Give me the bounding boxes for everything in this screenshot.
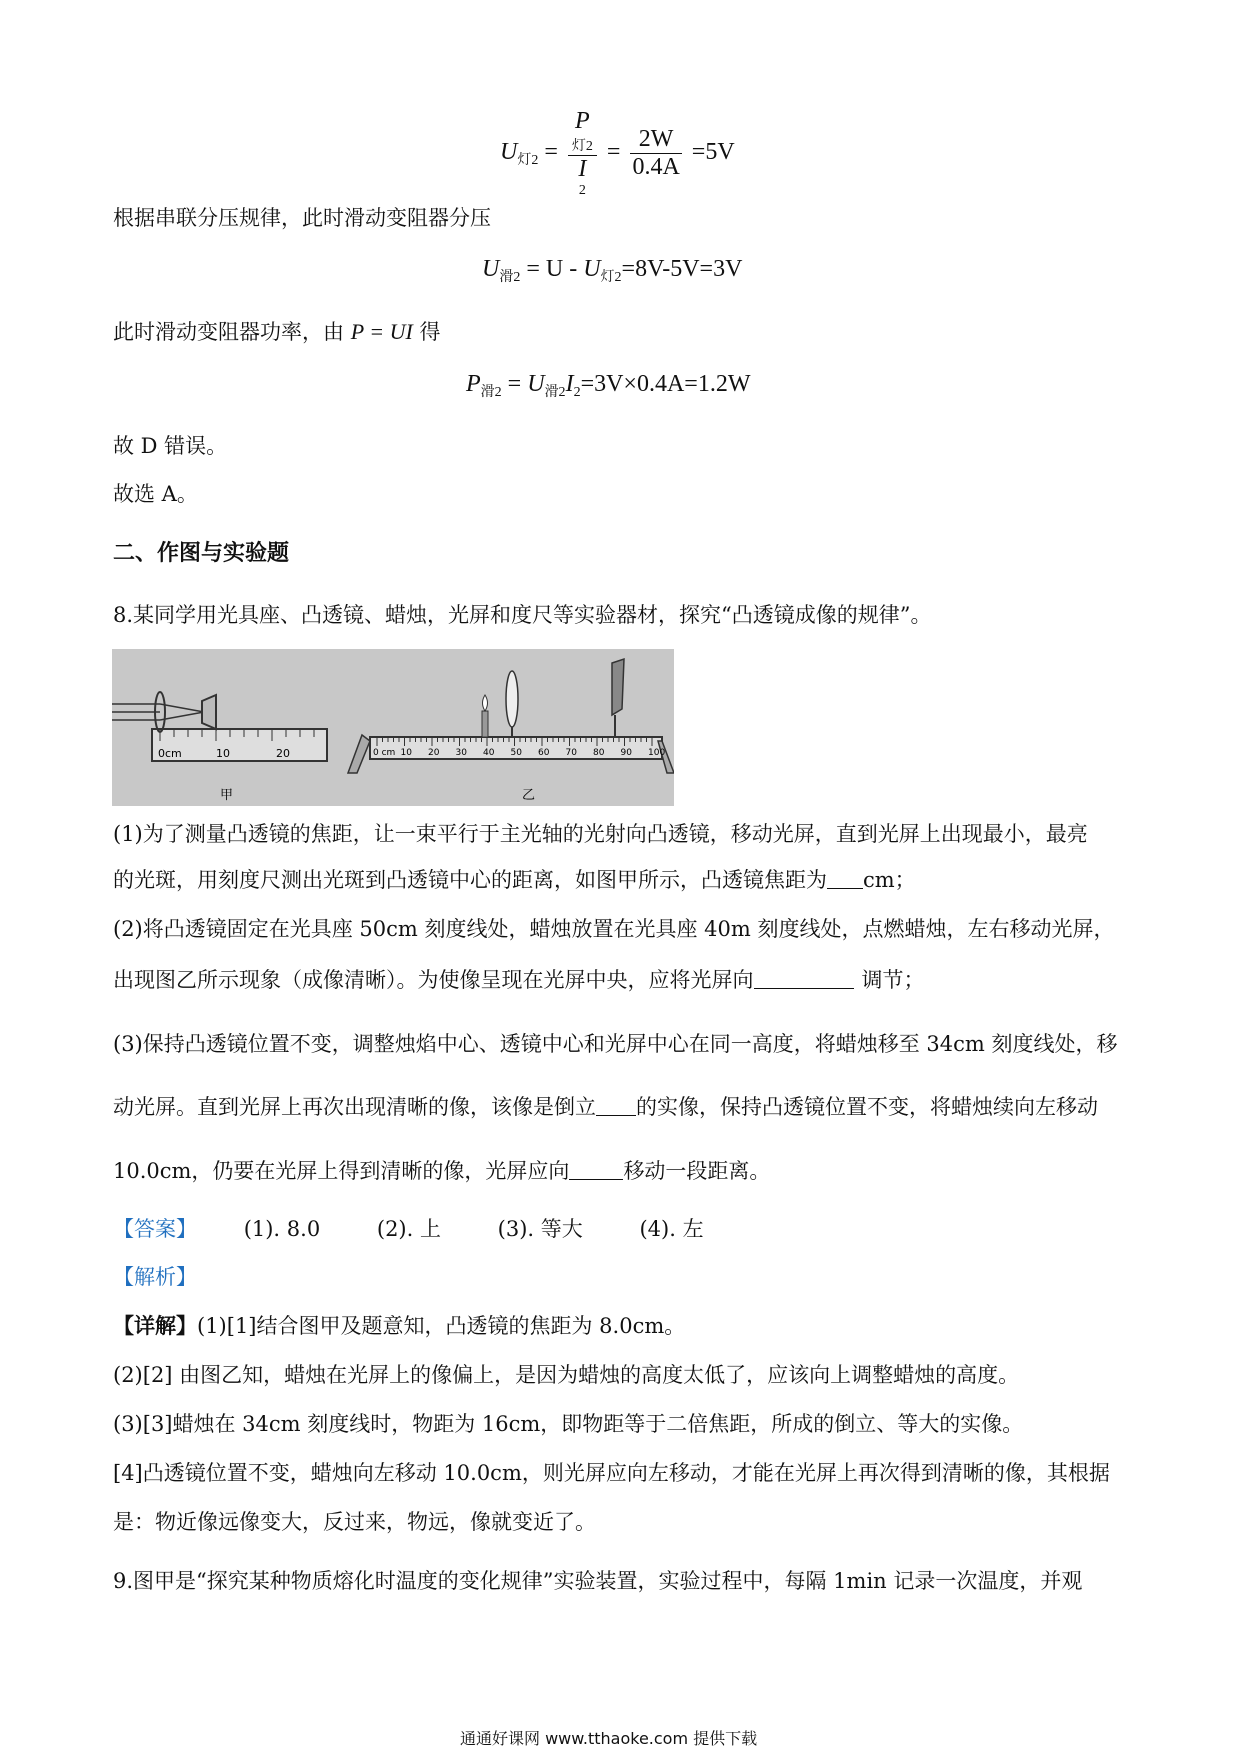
text: 调节； [861, 968, 925, 992]
question-8-part2-b [113, 966, 925, 994]
formula-rheostat-voltage [482, 256, 742, 286]
question-8-part1-a: (1)为了测量凸透镜的焦距，让一束平行于主光轴的光射向凸透镜，移动光屏，直到光屏上出现最小，最亮 [113, 822, 1088, 846]
analysis-detail-4: [4]凸透镜位置不变，蜡烛向左移动 10.0cm，则光屏应向左移动，才能在光屏上再次得到清晰的像，其根据 [113, 1461, 1110, 1485]
denominator: 0.4A [632, 154, 680, 180]
text: 动光屏。直到光屏上再次出现清晰的像，该像是倒立 [113, 1095, 596, 1119]
question-8-part3-b [113, 1093, 1098, 1121]
experiment-figure [112, 649, 674, 806]
figure-drawing [112, 649, 674, 806]
subscript: 2 [578, 183, 586, 198]
text: 得 [419, 320, 441, 344]
text: 移动一段距离。 [623, 1159, 771, 1183]
text: 的实像，保持凸透镜位置不变，将蜡烛续向左移动 [636, 1095, 1098, 1119]
text-line-2 [113, 318, 440, 346]
bench-label: 20 [428, 748, 440, 758]
answer-item-4: (4). 左 [639, 1217, 704, 1241]
bench-label: 10 [400, 748, 412, 758]
ruler-a-label-10: 10 [216, 747, 230, 760]
candle-flame [483, 695, 488, 711]
light-screen-b [612, 659, 624, 715]
bench-label: 40 [483, 748, 495, 758]
answer-blank-2[interactable] [754, 970, 854, 989]
candle [482, 711, 488, 737]
subscript: 2 [573, 385, 581, 400]
equals-sign: = [606, 139, 621, 166]
answer-item-3: (3). 等大 [497, 1217, 583, 1241]
subscript: 灯2 [517, 153, 539, 169]
fraction-values [630, 126, 681, 181]
ruler-a-label-20: 20 [276, 747, 290, 760]
figure-a [112, 692, 327, 803]
figure-label-a: 甲 [220, 788, 234, 803]
question-8-part2-a: (2)将凸透镜固定在光具座 50cm 刻度线处，蜡烛放置在光具座 40m 刻度线处，点燃蜡烛，左右移动光屏， [113, 917, 1115, 941]
answer-blank-1[interactable] [827, 870, 863, 889]
equals-sign: = [544, 139, 558, 166]
analysis-detail-5: 是：物近像远像变大，反过来，物远，像就变近了。 [113, 1510, 596, 1534]
section-title: 二、作图与实验题 [113, 541, 290, 566]
bench-label: 60 [538, 748, 550, 758]
subscript: 灯2 [600, 270, 622, 285]
subscript: 滑2 [480, 385, 502, 400]
question-8-part3-c [113, 1157, 770, 1185]
answer-blank-3[interactable] [596, 1097, 636, 1116]
result: =5V [691, 139, 735, 166]
figure-label-b: 乙 [522, 788, 536, 803]
equals-sign: = [507, 371, 522, 397]
question-9-stem: 9.图甲是“探究某种物质熔化时温度的变化规律”实验装置，实验过程中，每隔 1min 记录一次温度，并观 [113, 1569, 1083, 1593]
analysis-detail-2: (2)[2] 由图乙知，蜡烛在光屏上的像偏上，是因为蜡烛的高度太低了，应该向上调整蜡烛的高度。 [113, 1363, 1020, 1387]
page-footer: 通通好课网 www.tthaoke.com 提供下载 [460, 1729, 758, 1748]
result: =3V×0.4A=1.2W [580, 371, 751, 397]
figure-b [348, 659, 674, 803]
bench-leg-left [348, 735, 370, 773]
symbol-u: U [527, 371, 545, 397]
bench-label: 0 cm [373, 748, 396, 758]
bench-label: 70 [565, 748, 577, 758]
question-8-part1-b [113, 866, 916, 894]
formula-lamp2-voltage [500, 108, 735, 199]
text: cm； [863, 868, 916, 892]
question-8-stem: 8.某同学用光具座、凸透镜、蜡烛，光屏和度尺等实验器材，探究“凸透镜成像的规律”。 [113, 603, 932, 627]
result: =8V-5V=3V [621, 256, 743, 282]
text-line-3: 故 D 错误。 [113, 434, 228, 458]
bench-label: 80 [593, 748, 605, 758]
inline-formula: P = UI [350, 319, 413, 344]
question-8-part3-a: (3)保持凸透镜位置不变，调整烛焰中心、透镜中心和光屏中心在同一高度，将蜡烛移至 34cm 刻度线处，移 [113, 1032, 1118, 1056]
operator: = U - [526, 256, 578, 282]
text: 此时滑动变阻器功率，由 [113, 320, 344, 344]
numerator: 2W [630, 126, 681, 154]
convex-lens-b [506, 671, 518, 727]
text: 出现图乙所示现象（成像清晰）。为使像呈现在光屏中央，应将光屏向 [113, 968, 754, 992]
bench-label: 100 [648, 748, 666, 758]
bench-label: 90 [620, 748, 632, 758]
bench-label: 50 [510, 748, 522, 758]
analysis-detail-3: (3)[3]蜡烛在 34cm 刻度线时，物距为 16cm，即物距等于二倍焦距，所成的倒立、等大的实像。 [113, 1412, 1024, 1436]
subscript: 滑2 [544, 385, 566, 400]
answer-row [113, 1215, 704, 1243]
symbol-p: P [466, 371, 481, 397]
analysis-label: 【解析】 [113, 1265, 197, 1289]
fraction-power-over-current [568, 108, 597, 199]
symbol-p: P [575, 108, 590, 134]
text-line-4: 故选 A。 [113, 482, 198, 506]
text: (1)[1]结合图甲及题意知，凸透镜的焦距为 8.0cm。 [197, 1314, 686, 1338]
symbol-i: I [578, 156, 587, 182]
ruler-a-label-0: 0cm [158, 747, 182, 760]
subscript: 灯2 [571, 139, 593, 154]
text-line-1: 根据串联分压规律，此时滑动变阻器分压 [113, 206, 491, 230]
answer-item-2: (2). 上 [376, 1217, 441, 1241]
answer-item-1: (1). 8.0 [243, 1217, 321, 1241]
bench-label: 30 [455, 748, 467, 758]
light-rays [112, 704, 204, 720]
detail-label: 【详解】 [113, 1313, 197, 1338]
text: 10.0cm，仍要在光屏上得到清晰的像，光屏应向 [113, 1159, 570, 1183]
symbol-u: U [500, 139, 518, 166]
analysis-detail-1 [113, 1312, 685, 1340]
symbol-u: U [583, 256, 601, 282]
formula-rheostat-power [466, 371, 750, 401]
symbol-i: I [565, 371, 574, 397]
answer-blank-4[interactable] [569, 1161, 623, 1180]
light-screen-a [202, 695, 216, 729]
text: 的光斑，用刻度尺测出光斑到凸透镜中心的距离，如图甲所示，凸透镜焦距为 [113, 868, 827, 892]
subscript: 滑2 [499, 270, 521, 285]
answer-label: 【答案】 [113, 1217, 197, 1241]
symbol-u: U [482, 256, 500, 282]
